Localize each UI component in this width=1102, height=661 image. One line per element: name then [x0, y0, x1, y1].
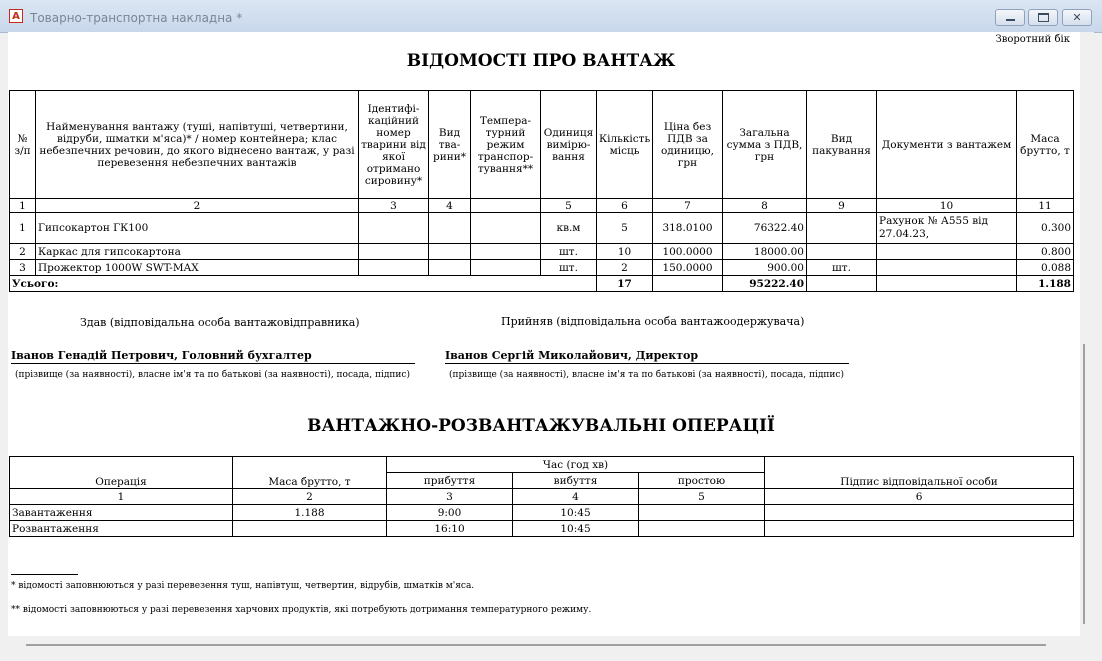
column-number-row — [10, 199, 1074, 213]
ops-row — [10, 505, 1074, 521]
cargo-animal-id — [359, 213, 429, 244]
back-side-label: Зворотний бік — [995, 34, 1070, 45]
ops-idle — [639, 521, 765, 537]
ops-header-departure: вибуття — [513, 473, 639, 489]
ops-header-operation: Операція — [10, 457, 233, 489]
column-number: 7 — [653, 199, 723, 213]
receiver-name: Іванов Сергій Миколайович, Директор — [445, 349, 699, 362]
totals-label: Усього: — [10, 276, 597, 292]
ops-mass: 1.188 — [233, 505, 387, 521]
cargo-animal-type — [429, 244, 471, 260]
cargo-animal-id — [359, 260, 429, 276]
cargo-total: 900.00 — [723, 260, 807, 276]
ops-departure: 10:45 — [513, 505, 639, 521]
column-number: 1 — [10, 199, 36, 213]
header-cell: Ціна без ПДВ за одиницю, грн — [653, 91, 723, 199]
header-cell: № з/п — [10, 91, 36, 199]
app-icon: A — [9, 9, 23, 23]
header-cell: Кількість місць — [597, 91, 653, 199]
totals-amount: 95222.40 — [723, 276, 807, 292]
row-number: 3 — [10, 260, 36, 276]
ops-arrival: 16:10 — [387, 521, 513, 537]
cargo-name: Гипсокартон ГК100 — [36, 213, 359, 244]
row-number: 2 — [10, 244, 36, 260]
column-number: 8 — [723, 199, 807, 213]
column-number: 3 — [387, 489, 513, 505]
ops-row — [10, 521, 1074, 537]
maximize-button[interactable] — [1028, 9, 1058, 26]
column-number: 10 — [877, 199, 1017, 213]
close-button[interactable] — [1062, 9, 1092, 26]
column-number: 9 — [807, 199, 877, 213]
totals-quantity: 17 — [597, 276, 653, 292]
header-cell: Одиниця вимірю-вання — [541, 91, 597, 199]
header-cell: Маса брутто, т — [1017, 91, 1074, 199]
sender-signature-line — [11, 363, 415, 364]
cargo-unit: шт. — [541, 260, 597, 276]
operations-section-title: ВАНТАЖНО-РОЗВАНТАЖУВАЛЬНІ ОПЕРАЦІЇ — [307, 416, 775, 436]
cargo-quantity: 2 — [597, 260, 653, 276]
totals-empty — [807, 276, 877, 292]
cargo-name: Прожектор 1000W SWT-MAX — [36, 260, 359, 276]
receiver-signature-hint: (прізвище (за наявності), власне ім'я та по батькові (за наявності), посада, підпис) — [449, 370, 844, 380]
ops-header-idle: простою — [639, 473, 765, 489]
cargo-total: 76322.40 — [723, 213, 807, 244]
table-row — [10, 213, 1074, 244]
footnote-1: * відомості заповнюються у разі перевезення туш, напівтуш, четвертин, відрубів, шматків м'яса. — [11, 581, 475, 591]
cargo-packaging: шт. — [807, 260, 877, 276]
maximize-icon — [1038, 13, 1049, 22]
receiver-caption: Прийняв (відповідальна особа вантажоодержувача) — [501, 315, 805, 328]
header-cell: Темпера-турний режим транспор-тування** — [471, 91, 541, 199]
sender-name: Іванов Генадій Петрович, Головний бухгалтер — [11, 349, 312, 362]
column-number: 5 — [639, 489, 765, 505]
row-number: 1 — [10, 213, 36, 244]
column-number: 4 — [513, 489, 639, 505]
header-cell: Вид пакування — [807, 91, 877, 199]
cargo-temperature — [471, 213, 541, 244]
horizontal-scrollbar[interactable] — [8, 636, 1080, 654]
minimize-button[interactable] — [995, 9, 1025, 26]
cargo-quantity: 10 — [597, 244, 653, 260]
cargo-section-title: ВІДОМОСТІ ПРО ВАНТАЖ — [406, 51, 676, 71]
column-number: 1 — [10, 489, 233, 505]
ops-signature — [765, 521, 1074, 537]
ops-mass — [233, 521, 387, 537]
cargo-mass: 0.088 — [1017, 260, 1074, 276]
cargo-name: Каркас для гипсокартона — [36, 244, 359, 260]
table-row — [10, 260, 1074, 276]
table-row — [10, 244, 1074, 260]
column-number: 3 — [359, 199, 429, 213]
totals-empty — [653, 276, 723, 292]
window-titlebar — [0, 0, 1102, 33]
cargo-animal-id — [359, 244, 429, 260]
footnote-separator — [11, 574, 78, 575]
cargo-animal-type — [429, 213, 471, 244]
vertical-scrollbar[interactable] — [1080, 32, 1094, 636]
minimize-icon — [1006, 19, 1015, 21]
ops-departure: 10:45 — [513, 521, 639, 537]
close-icon: ✕ — [1072, 11, 1082, 24]
cargo-animal-type — [429, 260, 471, 276]
column-number: 5 — [541, 199, 597, 213]
ops-column-number-row — [10, 489, 1074, 505]
cargo-mass: 0.800 — [1017, 244, 1074, 260]
ops-arrival: 9:00 — [387, 505, 513, 521]
window-title: Товарно-транспортна накладна * — [30, 11, 243, 25]
column-number: 2 — [36, 199, 359, 213]
vertical-scroll-thumb[interactable] — [1083, 344, 1085, 624]
footnote-2: ** відомості заповнюються у разі перевезення харчових продуктів, які потребують дотримання температурного режиму. — [11, 605, 592, 615]
cargo-temperature — [471, 260, 541, 276]
sender-signature-hint: (прізвище (за наявності), власне ім'я та по батькові (за наявності), посада, підпис) — [15, 370, 410, 380]
header-cell: Загальна сумма з ПДВ, грн — [723, 91, 807, 199]
sender-caption: Здав (відповідальна особа вантажовідправника) — [80, 316, 360, 329]
header-cell: Ідентифі-каційний номер тварини від якої отримано сировину* — [359, 91, 429, 199]
cargo-documents: Рахунок № А555 від 27.04.23, — [877, 213, 1017, 244]
column-number: 6 — [597, 199, 653, 213]
cargo-packaging — [807, 213, 877, 244]
document-page — [8, 32, 1080, 636]
cargo-price: 100.0000 — [653, 244, 723, 260]
ops-header-row-1 — [10, 457, 1074, 473]
cargo-price: 318.0100 — [653, 213, 723, 244]
ops-header-arrival: прибуття — [387, 473, 513, 489]
cargo-total: 18000.00 — [723, 244, 807, 260]
header-cell: Найменування вантажу (туші, напівтуші, четвертини, відруби, шматки м'яса)* / номер контейнера; клас небезпечних речовин, до якого віднесено вантаж, у разі перевезення небезпечних вантажів — [36, 91, 359, 199]
column-number: 4 — [429, 199, 471, 213]
cargo-packaging — [807, 244, 877, 260]
cargo-quantity: 5 — [597, 213, 653, 244]
cargo-documents — [877, 260, 1017, 276]
cargo-temperature — [471, 244, 541, 260]
ops-operation: Завантаження — [10, 505, 233, 521]
cargo-price: 150.0000 — [653, 260, 723, 276]
cargo-unit: шт. — [541, 244, 597, 260]
operations-table — [9, 456, 1074, 537]
ops-header-time: Час (год хв) — [387, 457, 765, 473]
cargo-documents — [877, 244, 1017, 260]
cargo-mass: 0.300 — [1017, 213, 1074, 244]
cargo-unit: кв.м — [541, 213, 597, 244]
ops-header-signature: Підпис відповідальної особи — [765, 457, 1074, 489]
column-number: 2 — [233, 489, 387, 505]
receiver-signature-line — [445, 363, 849, 364]
header-cell: Документи з вантажем — [877, 91, 1017, 199]
column-number — [471, 199, 541, 213]
totals-empty — [877, 276, 1017, 292]
column-number: 11 — [1017, 199, 1074, 213]
ops-operation: Розвантаження — [10, 521, 233, 537]
header-cell: Вид тва-рини* — [429, 91, 471, 199]
totals-row — [10, 276, 1074, 292]
cargo-table — [9, 90, 1074, 292]
ops-idle — [639, 505, 765, 521]
ops-signature — [765, 505, 1074, 521]
cargo-header-row — [10, 91, 1074, 199]
ops-header-mass: Маса брутто, т — [233, 457, 387, 489]
totals-mass: 1.188 — [1017, 276, 1074, 292]
horizontal-scroll-thumb[interactable] — [26, 644, 1046, 646]
column-number: 6 — [765, 489, 1074, 505]
